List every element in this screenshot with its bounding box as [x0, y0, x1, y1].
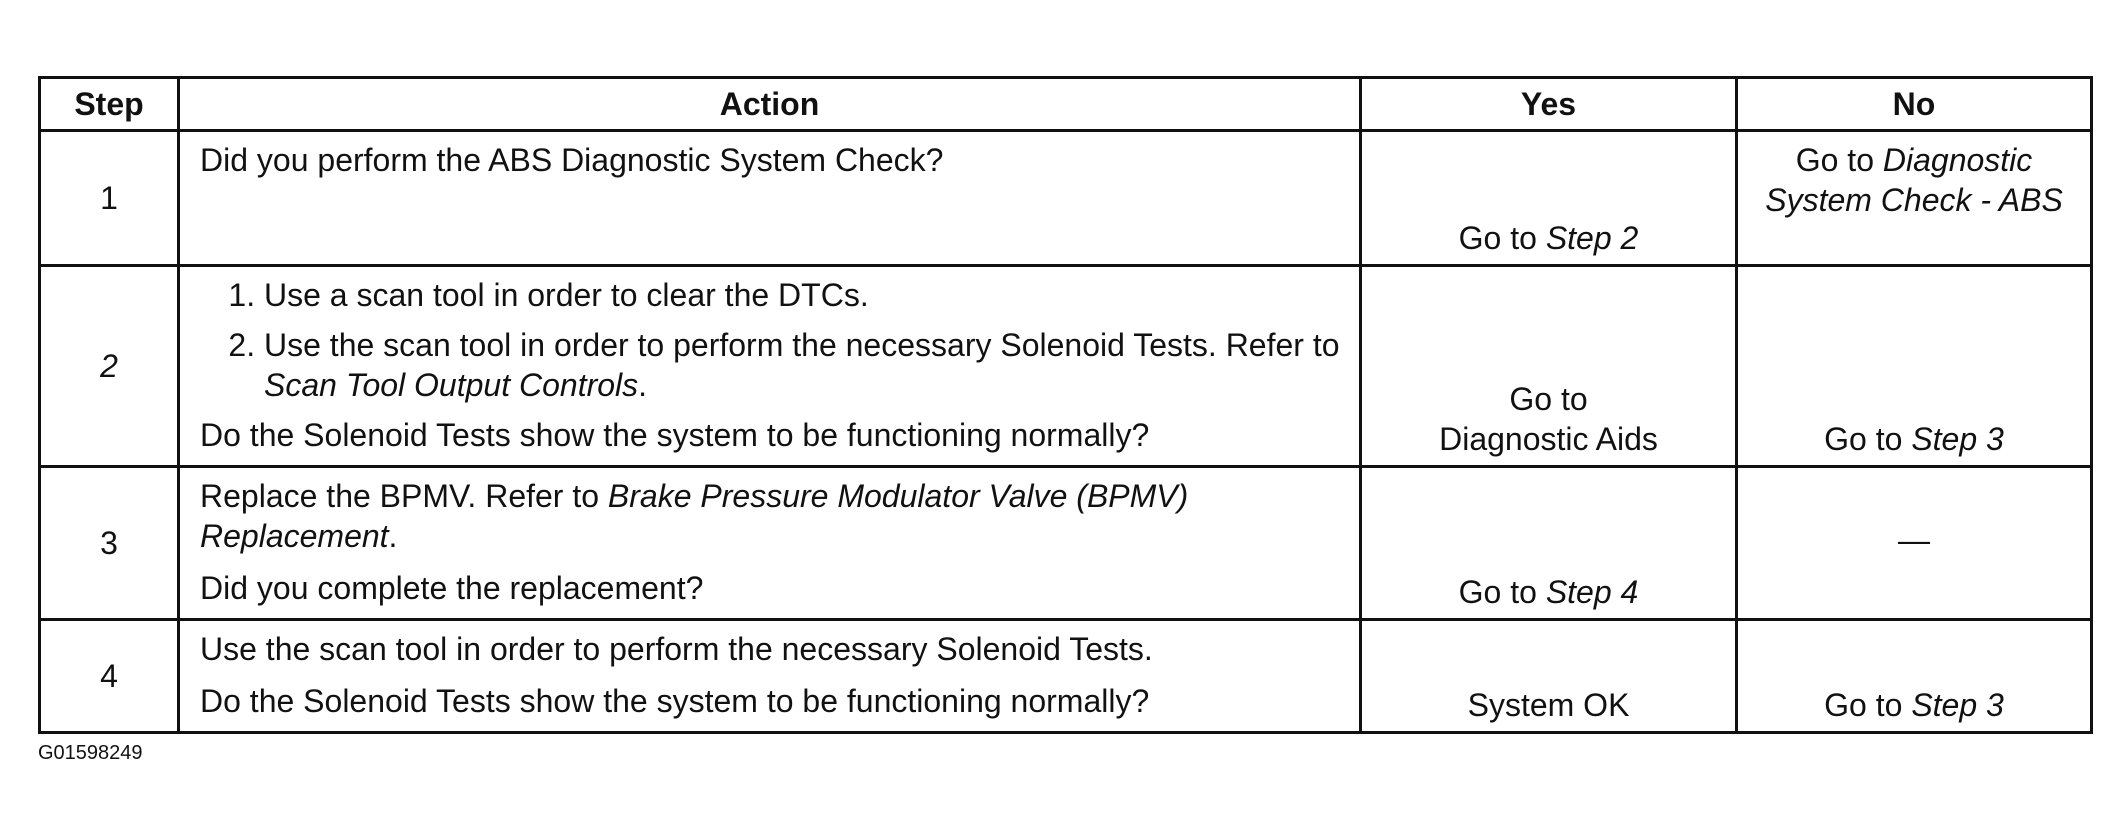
yes-cell	[1361, 266, 1737, 467]
action-instruction: Use the scan tool in order to perform the necessary Solenoid Tests.	[200, 631, 1153, 667]
action-question: Do the Solenoid Tests show the system to be functioning normally?	[200, 417, 1150, 453]
step-number: 4	[40, 620, 179, 733]
no-cell	[1737, 266, 2092, 467]
action-cell	[179, 467, 1361, 620]
list-item-suffix: .	[638, 367, 648, 403]
action-question: Did you perform the ABS Diagnostic System Check?	[200, 142, 944, 178]
yes-line1: Go to	[1509, 381, 1588, 417]
table-row	[40, 131, 2092, 266]
header-row	[40, 78, 2092, 131]
no-step-link[interactable]: Step 3	[1911, 421, 2004, 457]
action-instruction	[200, 476, 1345, 556]
bpmv-replacement-link[interactable]: Brake Pressure Modulator Valve (BPMV) Replacement	[200, 478, 1189, 554]
step-number: 2	[40, 266, 179, 467]
no-diagnostic-link[interactable]: Diagnostic System Check - ABS	[1765, 142, 2063, 218]
no-prefix: Go to	[1824, 421, 1912, 457]
no-prefix: Go to	[1824, 687, 1912, 723]
action-question: Did you complete the replacement?	[200, 570, 704, 606]
table-row	[40, 467, 2092, 620]
no-cell	[1737, 620, 2092, 733]
no-prefix: Go to	[1795, 142, 1883, 178]
yes-cell	[1361, 620, 1737, 733]
instruction-suffix: .	[388, 518, 398, 554]
figure-id: G01598249	[38, 742, 143, 764]
yes-step-link[interactable]: Step 4	[1545, 574, 1639, 610]
no-cell	[1737, 467, 2092, 620]
header-action: Action	[179, 78, 1361, 131]
list-item	[264, 325, 1345, 405]
action-cell	[179, 266, 1361, 467]
header-no: No	[1737, 78, 2092, 131]
list-item	[264, 275, 1345, 315]
diagnostic-aids-link[interactable]: Diagnostic Aids	[1439, 421, 1658, 457]
list-item-text: Use a scan tool in order to clear the DTCs.	[264, 277, 869, 313]
action-question: Do the Solenoid Tests show the system to be functioning normally?	[200, 683, 1150, 719]
table-row	[40, 266, 2092, 467]
action-steps-list	[200, 275, 1345, 405]
step-number: 1	[40, 131, 179, 266]
table-row	[40, 620, 2092, 733]
diagnostic-table	[38, 76, 2093, 734]
action-cell	[179, 620, 1361, 733]
action-cell	[179, 131, 1361, 266]
no-cell	[1737, 131, 2092, 266]
header-step: Step	[40, 78, 179, 131]
yes-prefix: Go to	[1458, 220, 1546, 256]
yes-cell	[1361, 467, 1737, 620]
no-step-link[interactable]: Step 3	[1911, 687, 2004, 723]
system-ok-text: System OK	[1467, 687, 1630, 723]
yes-cell	[1361, 131, 1737, 266]
scan-tool-output-link[interactable]: Scan Tool Output Controls	[264, 367, 639, 403]
list-item-text: Use the scan tool in order to perform the necessary Solenoid Tests. Refer to	[264, 327, 1340, 363]
not-applicable-dash: —	[1898, 522, 1930, 558]
step-number: 3	[40, 467, 179, 620]
instruction-text: Replace the BPMV. Refer to	[200, 478, 608, 514]
yes-prefix: Go to	[1458, 574, 1546, 610]
yes-step-link[interactable]: Step 2	[1545, 220, 1639, 256]
header-yes: Yes	[1361, 78, 1737, 131]
